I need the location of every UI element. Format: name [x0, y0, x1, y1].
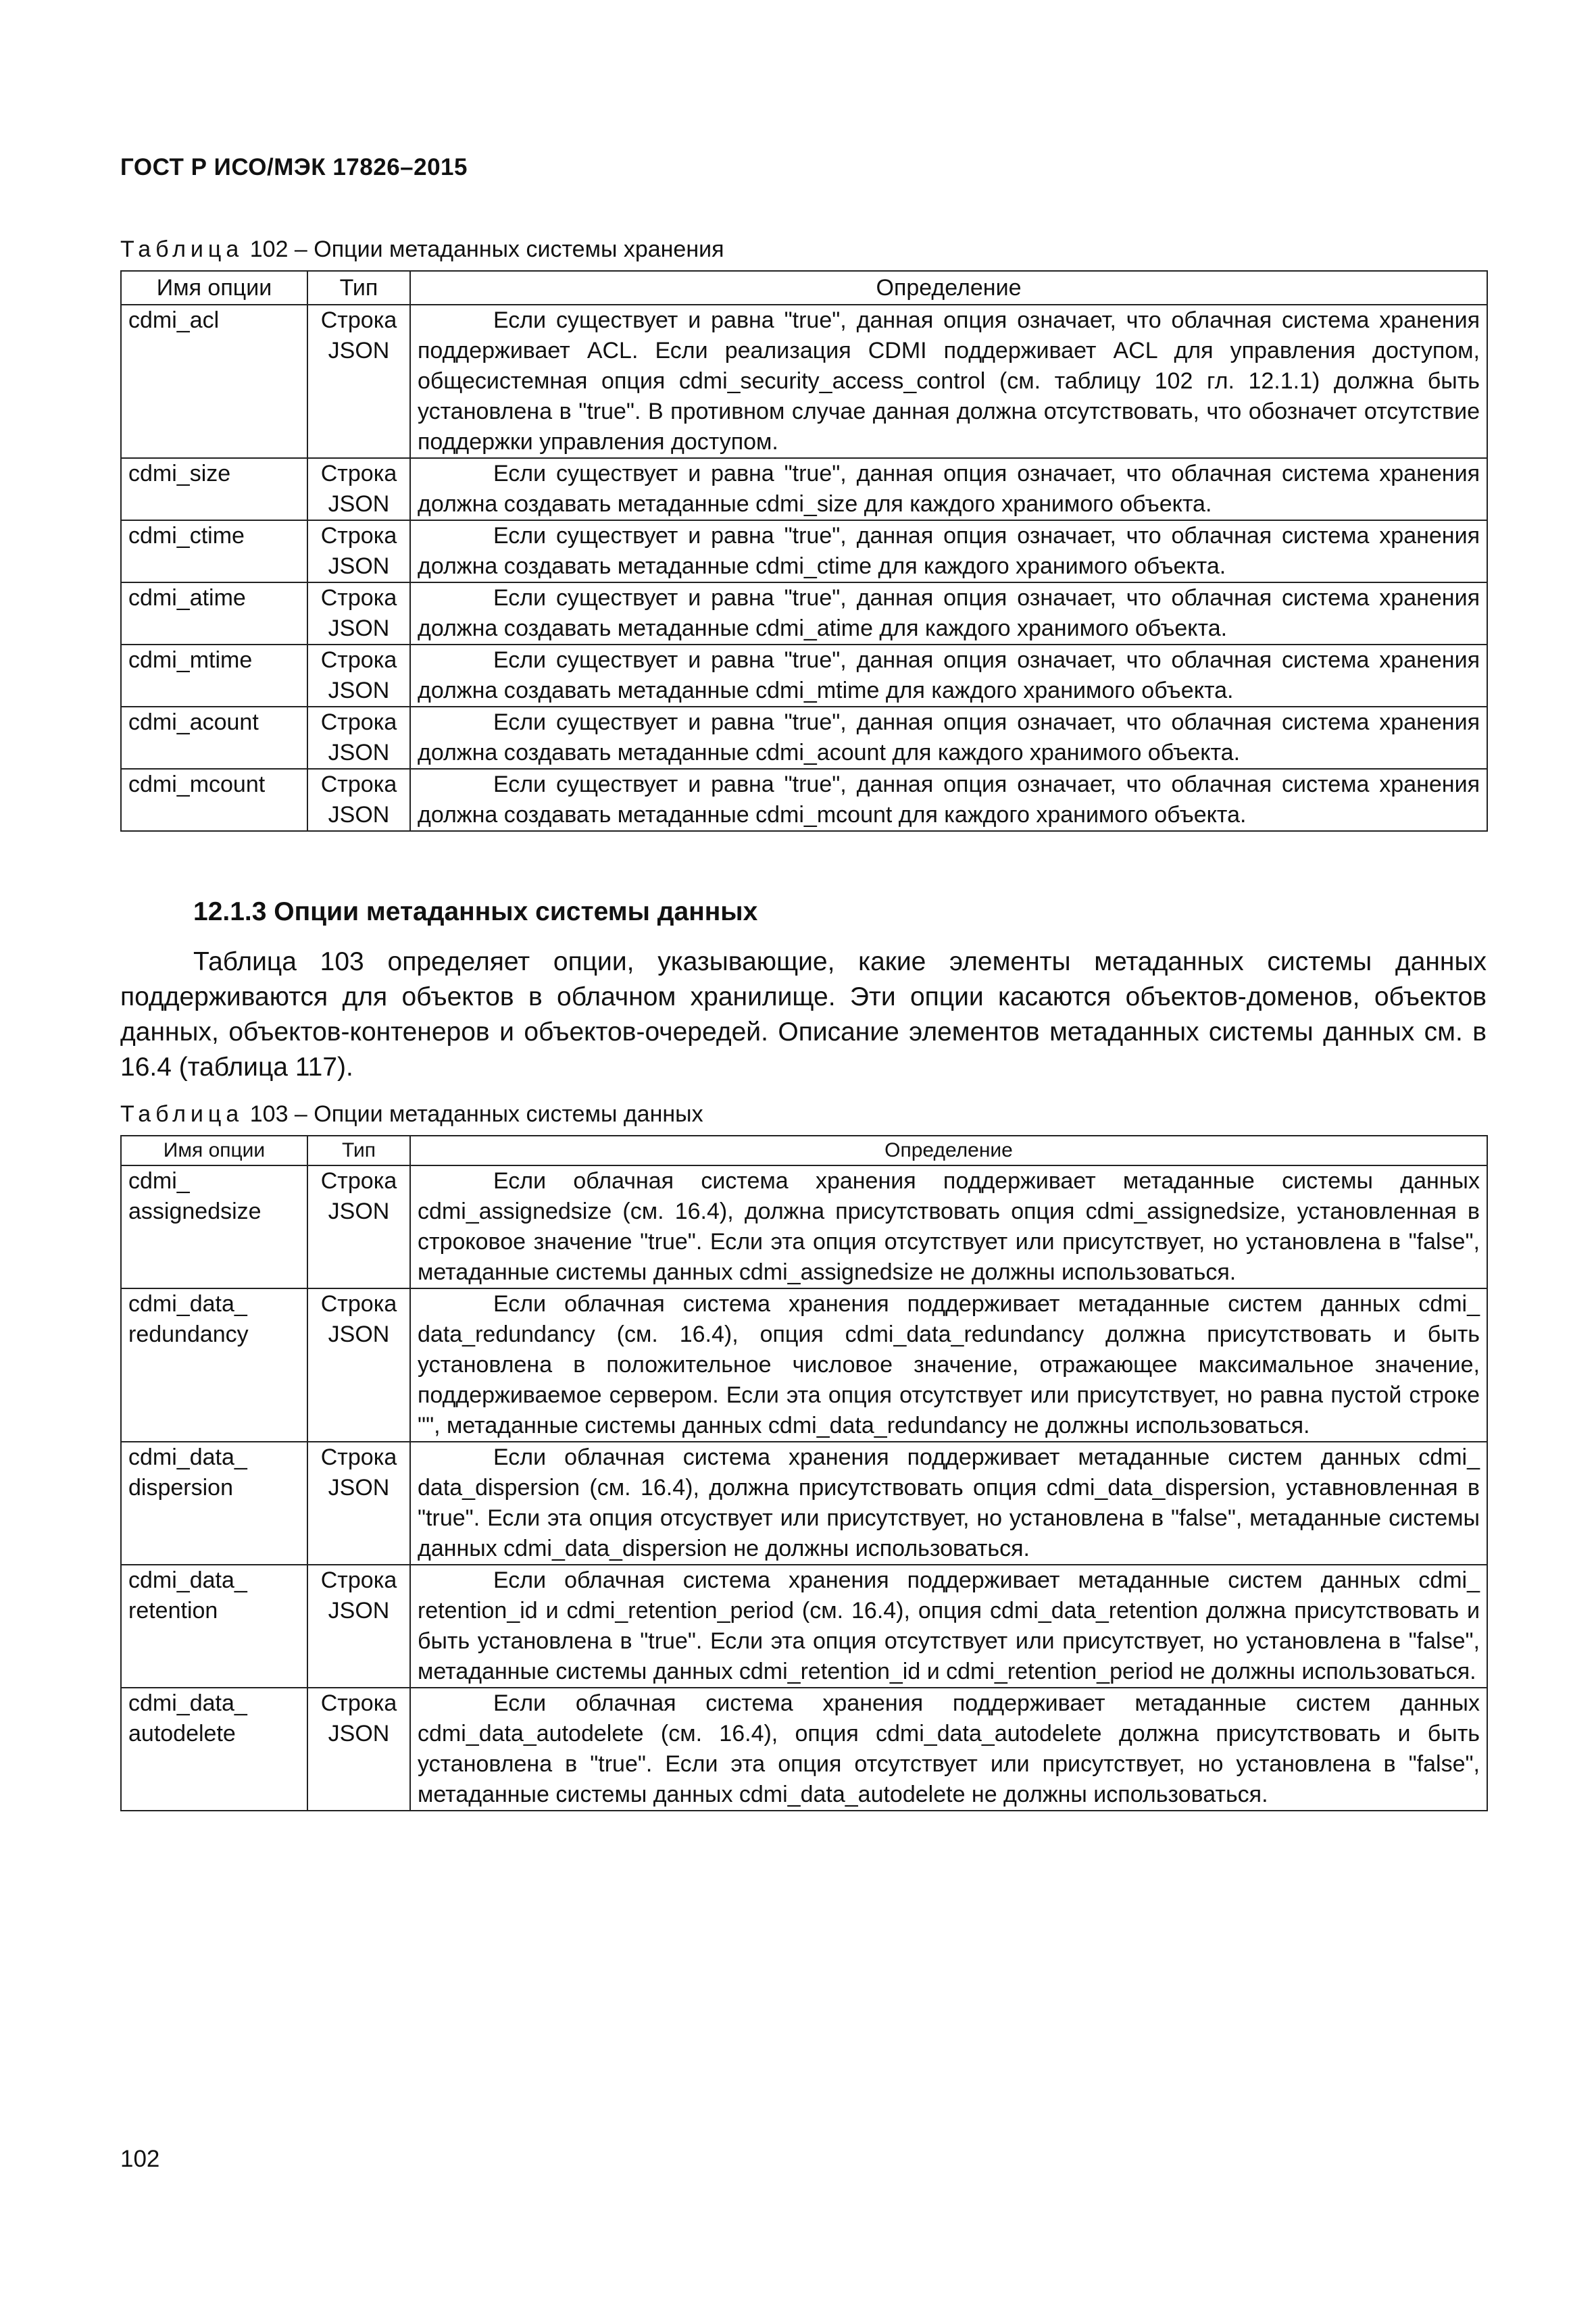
option-definition — [410, 458, 1487, 520]
table-row — [121, 1688, 1487, 1811]
option-name: cdmi_size — [121, 458, 307, 520]
data-system-metadata-options-table — [120, 1135, 1488, 1811]
table-row — [121, 582, 1487, 645]
definition-text: Если существует и равна "true", данная опция означает, что облачная система хранения должна создавать метаданные cdmi_acount для каждого хранимого объекта. — [418, 709, 1480, 765]
table-row — [121, 1565, 1487, 1688]
table-header-row — [121, 1136, 1487, 1165]
definition-text: Если существует и равна "true", данная опция означает, что облачная система хранения должна создавать метаданные cdmi_atime для каждого хранимого объекта. — [418, 585, 1480, 641]
definition-text: Если существует и равна "true", данная опция означает, что облачная система хранения поддерживает ACL. Если реализация CDMI поддерживает ACL для управления доступом, общесистемная опция cdmi_security_access_control (см. таблицу 102 гл. 12.1.1) должна быть установлена в "true". В противном случае данная должна отсутствовать, что обозначет отсутствие поддержки управления доступом. — [418, 307, 1480, 455]
option-name: cdmi_mcount — [121, 769, 307, 831]
definition-text: Если существует и равна "true", данная опция означает, что облачная система хранения должна создавать метаданные cdmi_size для каждого хранимого объекта. — [418, 461, 1480, 517]
option-type: Строка JSON — [307, 582, 410, 645]
definition-text: Если облачная система хранения поддерживает метаданные систем данных cdmi_ data_redundancy (см. 16.4), опция cdmi_data_redundancy должна присутствовать и быть установлена в положительное числовое значение, отражающее максимальное значение, поддерживаемое сервером. Если эта опция отсутствует или присутствует, но равна пустой строке "", метаданные системы данных cdmi_data_redundancy не должны использоваться. — [418, 1291, 1480, 1438]
option-name: cdmi_atime — [121, 582, 307, 645]
column-header-definition: Определение — [410, 271, 1487, 305]
option-definition — [410, 1565, 1487, 1688]
table-row — [121, 458, 1487, 520]
option-type: Строка JSON — [307, 1288, 410, 1442]
column-header-type: Тип — [307, 271, 410, 305]
option-name: cdmi_ctime — [121, 520, 307, 582]
option-type: Строка JSON — [307, 707, 410, 769]
option-definition — [410, 1442, 1487, 1565]
table-row — [121, 769, 1487, 831]
table-row — [121, 1288, 1487, 1442]
option-definition — [410, 305, 1487, 458]
definition-text: Если существует и равна "true", данная опция означает, что облачная система хранения должна создавать метаданные cdmi_mcount для каждого хранимого объекта. — [418, 772, 1480, 828]
option-definition — [410, 769, 1487, 831]
definition-text: Если облачная система хранения поддерживает метаданные систем данных cdmi_data_autodelete (см. 16.4), опция cdmi_data_autodelete должна присутствовать и быть установлена в "true". Если эта опция отсутствует или присутствует, но установлена в "false", метаданные системы данных cdmi_data_autodelete не должны использоваться. — [418, 1690, 1480, 1807]
table-row — [121, 707, 1487, 769]
option-definition — [410, 1165, 1487, 1288]
definition-text: Если существует и равна "true", данная опция означает, что облачная система хранения должна создавать метаданные cdmi_ctime для каждого хранимого объекта. — [418, 523, 1480, 579]
definition-text: Если облачная система хранения поддерживает метаданные систем данных cdmi_ retention_id и cdmi_retention_period (см. 16.4), опция cdmi_data_retention должна присутствовать и быть установлена в "true". Если эта опция отсутствует или присутствует, но установлена в "false", метаданные системы данных cdmi_retention_id и cdmi_retention_period не должны использоваться. — [418, 1567, 1480, 1684]
option-type: Строка JSON — [307, 520, 410, 582]
storage-metadata-options-table — [120, 270, 1488, 832]
page-number: 102 — [120, 2146, 160, 2172]
definition-text: Если облачная система хранения поддерживает метаданные системы данных cdmi_assignedsize (см. 16.4), должна присутствовать опция cdmi_assignedsize, установленная в строковое значение "true". Если эта опция отсутствует или присутствует, но установлена в "false", метаданные системы данных cdmi_assignedsize не должны использоваться. — [418, 1168, 1480, 1285]
option-name: cdmi_data_ autodelete — [121, 1688, 307, 1811]
option-name: cdmi_mtime — [121, 645, 307, 707]
option-name: cdmi_acount — [121, 707, 307, 769]
table-row — [121, 1442, 1487, 1565]
option-definition — [410, 582, 1487, 645]
option-definition — [410, 520, 1487, 582]
caption-text: 102 – Опции метаданных системы хранения — [243, 236, 724, 262]
table-row — [121, 645, 1487, 707]
option-type: Строка JSON — [307, 645, 410, 707]
option-type: Строка JSON — [307, 769, 410, 831]
column-header-name: Имя опции — [121, 271, 307, 305]
option-definition — [410, 1288, 1487, 1442]
table-row — [121, 1165, 1487, 1288]
column-header-definition: Определение — [410, 1136, 1487, 1165]
definition-text: Если существует и равна "true", данная опция означает, что облачная система хранения должна создавать метаданные cdmi_mtime для каждого хранимого объекта. — [418, 647, 1480, 703]
table-row — [121, 520, 1487, 582]
table-row — [121, 305, 1487, 458]
definition-text: Если облачная система хранения поддерживает метаданные систем данных cdmi_ data_dispersion (см. 16.4), должна присутствовать опция cdmi_data_dispersion, уставновленная в "true". Если эта опция отсуствует или присутствует, но установлена в "false", метаданные системы данных cdmi_data_dispersion не должны использоваться. — [418, 1444, 1480, 1561]
option-definition — [410, 707, 1487, 769]
option-type: Строка JSON — [307, 305, 410, 458]
option-name: cdmi_data_ dispersion — [121, 1442, 307, 1565]
option-type: Строка JSON — [307, 458, 410, 520]
section-title: 12.1.3 Опции метаданных системы данных — [193, 897, 758, 926]
option-type: Строка JSON — [307, 1442, 410, 1565]
option-definition — [410, 1688, 1487, 1811]
column-header-type: Тип — [307, 1136, 410, 1165]
column-header-name: Имя опции — [121, 1136, 307, 1165]
option-name: cdmi_ assignedsize — [121, 1165, 307, 1288]
option-name: cdmi_data_ retention — [121, 1565, 307, 1688]
option-definition — [410, 645, 1487, 707]
table-header-row — [121, 271, 1487, 305]
table-103-caption — [120, 1101, 703, 1128]
option-type: Строка JSON — [307, 1688, 410, 1811]
section-paragraph: Таблица 103 определяет опции, указывающие, какие элементы метаданных системы данных поддерживаются для объектов в облачном хранилище. Эти опции касаются объектов-доменов, объектов данных, объектов-контенеров и объектов-очередей. Описание элементов метаданных системы данных см. в 16.4 (таблица 117). — [120, 947, 1487, 1082]
option-type: Строка JSON — [307, 1565, 410, 1688]
caption-prefix: Таблица — [120, 236, 244, 262]
option-name: cdmi_acl — [121, 305, 307, 458]
caption-prefix: Таблица — [120, 1101, 244, 1127]
option-name: cdmi_data_ redundancy — [121, 1288, 307, 1442]
table-102-caption — [120, 236, 724, 263]
standard-header: ГОСТ Р ИСО/МЭК 17826–2015 — [120, 154, 468, 180]
option-type: Строка JSON — [307, 1165, 410, 1288]
caption-text: 103 – Опции метаданных системы данных — [243, 1101, 703, 1127]
